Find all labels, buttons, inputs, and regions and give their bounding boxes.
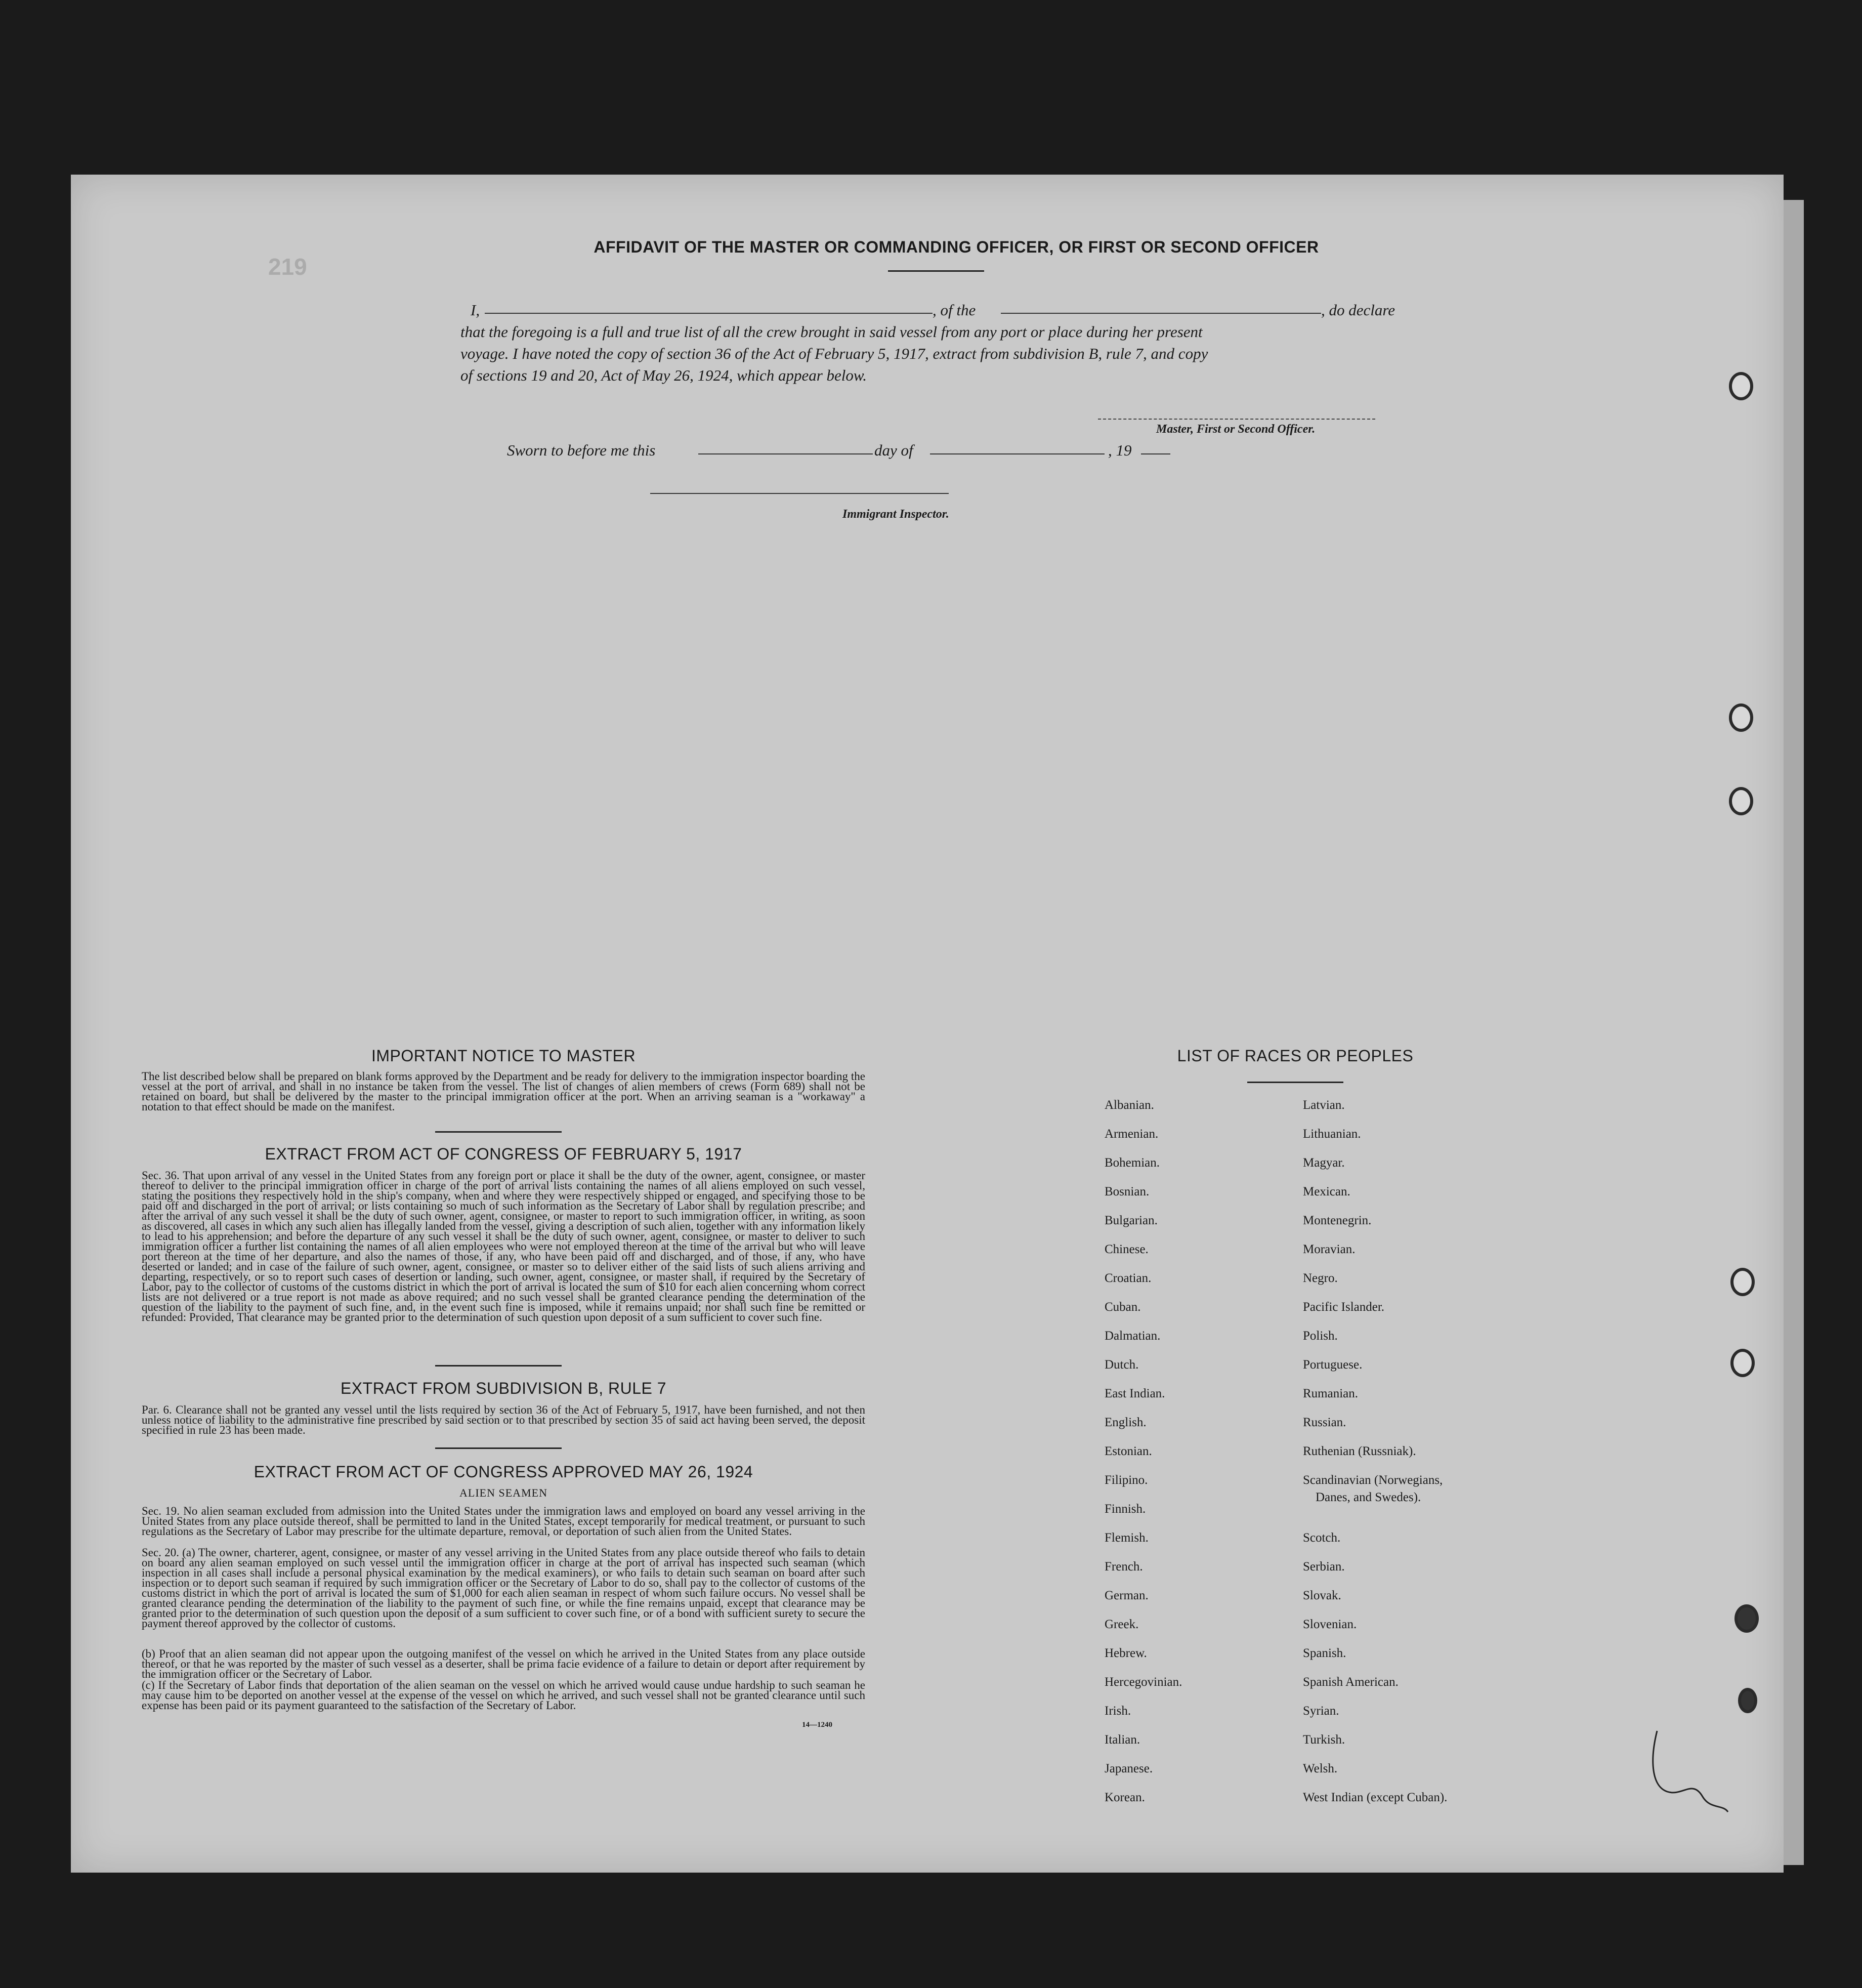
race-item: Scandinavian (Norwegians,: [1303, 1473, 1443, 1487]
affidavit-title: AFFIDAVIT OF THE MASTER OR COMMANDING OFFICER, OR FIRST OR SECOND OFFICER: [594, 238, 1319, 256]
race-item: Irish.: [1105, 1704, 1131, 1718]
race-item: Hercegovinian.: [1105, 1675, 1182, 1689]
race-item: Greek.: [1105, 1618, 1139, 1631]
race-item: Serbian.: [1303, 1560, 1345, 1573]
inspector-label: Immigrant Inspector.: [842, 508, 949, 521]
race-item: French.: [1105, 1560, 1143, 1573]
race-item: Turkish.: [1303, 1733, 1345, 1747]
sworn-day-field[interactable]: [698, 453, 873, 454]
race-item: Lithuanian.: [1303, 1127, 1361, 1141]
extract-1924-sec20a: Sec. 20. (a) The owner, charterer, agent, consignee, or master of any vessel arriving in the United States from any place outside thereof who fails to detain on board any alien seaman employed on such vessel until the immigration officer in charge at the port of arrival has inspected such seaman (which inspection in all cases shall include a personal physical examination by the medical examiners), or who fails to detain such seaman on board after such inspection or to deport such seaman if required by such immigration officer or the Secretary of Labor to do so, shall pay to the collector of customs of the customs district in which the port of arrival is located the sum of $1,000 for each alien seaman in respect of whom such failure occurs. No vessel shall be granted clearance pending the determination of the liability to the payment of such fine, or while the fine remains unpaid, except that clearance may be granted prior to the determination of such question upon the deposit of a sum sufficient to cover such fine, or of a bond with sufficient surety to secure the payment thereof approved by the collector of customs.: [142, 1546, 865, 1630]
sworn-month-field[interactable]: [930, 453, 1105, 454]
master-signature-label: Master, First or Second Officer.: [1156, 423, 1316, 436]
race-item: Rumanian.: [1303, 1387, 1359, 1400]
divider: [888, 270, 984, 272]
race-item: Estonian.: [1105, 1444, 1152, 1458]
extract-1924-sec19: Sec. 19. No alien seaman excluded from admission into the United States under the immigration laws and employed on board any vessel arriving in the United States from any place outside thereof, shall be permitted to land in the United States, except temporarily for medical treatment, or pursuant to such regulations as the Secretary of Labor may prescribe for the ultimate departure, removal, or deportation of such alien from the United States.: [142, 1505, 865, 1538]
punch-hole-7: [1738, 1688, 1757, 1713]
race-item: Montenegrin.: [1303, 1214, 1372, 1227]
race-item: Filipino.: [1105, 1473, 1148, 1487]
race-item: English.: [1105, 1416, 1147, 1429]
race-item: West Indian (except Cuban).: [1303, 1791, 1448, 1804]
race-item: Chinese.: [1105, 1242, 1149, 1256]
divider: [1247, 1082, 1343, 1083]
race-item: Croatian.: [1105, 1271, 1152, 1285]
extract-1917-body: Sec. 36. That upon arrival of any vessel in the United States from any foreign port or place it shall be the duty of the owner, agent, consignee, or master thereof to deliver to the principal immigration officer in charge of the port of arrival lists containing the names of all aliens employed on such vessel, stating the positions they respectively hold in the ship's company, when and where they were respectively shipped or engaged, and specifying those to be paid off and discharged in the port of arrival; or lists containing so much of such information as the Secretary of Labor shall by regulation prescribe; and after the arrival of any such vessel it shall be the duty of such owner, agent, consignee, or master to report to such immigration officer, in writing, as soon as discovered, all cases in which any such alien has illegally landed from the vessel, giving a description of such alien, together with any information likely to lead to his apprehension; and before the departure of any such vessel it shall be the duty of such owner, agent, consignee, or master to deliver to such immigration officer a further list containing the names of all alien employees who were not employed thereon at the time of the arrival but who will leave port thereon at the time of her departure, and also the names of those, if any, who have been paid off and discharged, and of those, if any, who have deserted or landed; and in case of the failure of such owner, agent, consignee, or master so to deliver either of the said lists of such aliens arriving and departing, respectively, or so to report such cases of desertion or landing, such owner, agent, consignee, or master shall, if required by the Secretary of Labor, pay to the collector of customs of the customs district in which the port of arrival is located the sum of $10 for each alien concerning whom correct lists are not delivered or a true report is not made as above required; and no such vessel shall be granted clearance pending the determination of the question of the liability to the payment of such fine, and, in the event such fine is imposed, while it remains unpaid; nor shall such fine be remitted or refunded: Provided, That clearance may be granted prior to the determination of such question upon deposit of a sum sufficient to cover such fine.: [142, 1169, 865, 1323]
race-item: Hebrew.: [1105, 1646, 1147, 1660]
race-item: Albanian.: [1105, 1098, 1154, 1112]
race-item: Cuban.: [1105, 1300, 1141, 1314]
punch-hole-6: [1734, 1604, 1759, 1633]
extract-1924-sec20c: (c) If the Secretary of Labor finds that deportation of the alien seaman on the vessel on which he arrived would cause undue hardship to such seaman he may cause him to be deported on another vessel at the expense of the vessel on which he arrived, and such vessel shall not be granted clearance until such expense has been paid or its payment guaranteed to the satisfaction of the Secretary of Labor.: [142, 1679, 865, 1712]
divider: [435, 1365, 562, 1366]
affidavit-line4: of sections 19 and 20, Act of May 26, 1924, which appear below.: [460, 366, 867, 384]
divider: [435, 1131, 562, 1133]
extract-1924-subtitle: ALIEN SEAMEN: [459, 1486, 547, 1499]
race-item: Dutch.: [1105, 1358, 1139, 1372]
race-item: Slovenian.: [1303, 1618, 1357, 1631]
affidavit-line1-of: , of the: [933, 301, 976, 319]
race-item: Bulgarian.: [1105, 1214, 1158, 1227]
affidavit-line1-i: I,: [471, 301, 480, 319]
race-item: Bosnian.: [1105, 1185, 1150, 1198]
race-item: Flemish.: [1105, 1531, 1149, 1545]
race-item: Korean.: [1105, 1791, 1145, 1804]
race-item: Negro.: [1303, 1271, 1338, 1285]
punch-hole-3: [1729, 787, 1753, 815]
race-item: Japanese.: [1105, 1762, 1153, 1775]
race-item: Russian.: [1303, 1416, 1346, 1429]
race-item: Italian.: [1105, 1733, 1140, 1747]
punch-hole-2: [1729, 703, 1753, 732]
race-item: Mexican.: [1303, 1185, 1350, 1198]
race-item: Bohemian.: [1105, 1156, 1160, 1170]
form-number: 14—1240: [802, 1721, 832, 1729]
extract-1917-title: EXTRACT FROM ACT OF CONGRESS OF FEBRUARY 5, 1917: [265, 1145, 742, 1163]
race-item: East Indian.: [1105, 1387, 1165, 1400]
affidavit-line1-declare: , do declare: [1321, 301, 1395, 319]
race-item: Armenian.: [1105, 1127, 1159, 1141]
race-item: Welsh.: [1303, 1762, 1338, 1775]
extract-1924-title: EXTRACT FROM ACT OF CONGRESS APPROVED MAY 26, 1924: [253, 1463, 753, 1481]
race-item: Spanish American.: [1303, 1675, 1399, 1689]
race-item: Syrian.: [1303, 1704, 1339, 1718]
punch-hole-4: [1730, 1268, 1755, 1296]
affidavit-line2: that the foregoing is a full and true list of all the crew brought in said vessel from any port or place during her present: [460, 323, 1203, 341]
race-item: Finnish.: [1105, 1502, 1146, 1516]
race-item: Ruthenian (Russniak).: [1303, 1444, 1416, 1458]
punch-hole-1: [1729, 372, 1753, 400]
races-title: LIST OF RACES OR PEOPLES: [1177, 1047, 1414, 1065]
back-page-edge: [1784, 200, 1804, 1865]
page-number: 219: [268, 254, 307, 280]
race-item: Dalmatian.: [1105, 1329, 1161, 1343]
vessel-name-field[interactable]: [1001, 313, 1321, 314]
sworn-day-of: day of: [874, 441, 913, 459]
race-item: German.: [1105, 1589, 1149, 1602]
race-item: Polish.: [1303, 1329, 1338, 1343]
notice-body: The list described below shall be prepared on blank forms approved by the Department and be ready for delivery to the immigration inspector boarding the vessel at the port of arrival, and shall in no instance be taken from the vessel. The list of changes of alien members of crews (Form 689) shall not be retained on board, but shall be delivered by the master to the principal immigration officer at the port. When an arriving seaman is a "workaway" a notation to that effect should be made on the manifest.: [142, 1070, 865, 1113]
handwritten-mark: [1647, 1721, 1738, 1817]
race-item: Pacific Islander.: [1303, 1300, 1385, 1314]
affidavit-line3: voyage. I have noted the copy of section 36 of the Act of February 5, 1917, extract from subdivision B, rule 7, and copy: [460, 345, 1208, 362]
punch-hole-5: [1730, 1349, 1755, 1377]
race-item: Spanish.: [1303, 1646, 1346, 1660]
notice-title: IMPORTANT NOTICE TO MASTER: [371, 1047, 636, 1065]
extract-rule7-body: Par. 6. Clearance shall not be granted any vessel until the lists required by section 36 of the Act of February 5, 1917, have been furnished, and not then unless notice of liability to the administrative fine prescribed by said section or to that prescribed by section 35 of said act having been served, the deposit specified in rule 23 has been made.: [142, 1403, 865, 1436]
inspector-signature-line[interactable]: [650, 493, 949, 494]
race-item: Latvian.: [1303, 1098, 1345, 1112]
sworn-year: , 19: [1108, 441, 1132, 459]
race-item: Portuguese.: [1303, 1358, 1363, 1372]
race-item: Magyar.: [1303, 1156, 1345, 1170]
extract-rule7-title: EXTRACT FROM SUBDIVISION B, RULE 7: [340, 1379, 667, 1397]
race-item: Slovak.: [1303, 1589, 1341, 1602]
race-item: Scotch.: [1303, 1531, 1341, 1545]
sworn-year-field[interactable]: [1141, 453, 1170, 454]
master-name-field[interactable]: [485, 313, 933, 314]
sworn-text: Sworn to before me this: [507, 441, 656, 459]
extract-1924-sec20b: (b) Proof that an alien seaman did not appear upon the outgoing manifest of the vessel on which he arrived in the United States from any place outside thereof, or that he was reported by the master of such vessel as a deserter, shall be prima facie evidence of a failure to detain or deport after requirement by the immigration officer or the Secretary of Labor.: [142, 1647, 865, 1680]
divider: [435, 1447, 562, 1449]
race-item: Danes, and Swedes).: [1316, 1490, 1421, 1504]
race-item: Moravian.: [1303, 1242, 1356, 1256]
